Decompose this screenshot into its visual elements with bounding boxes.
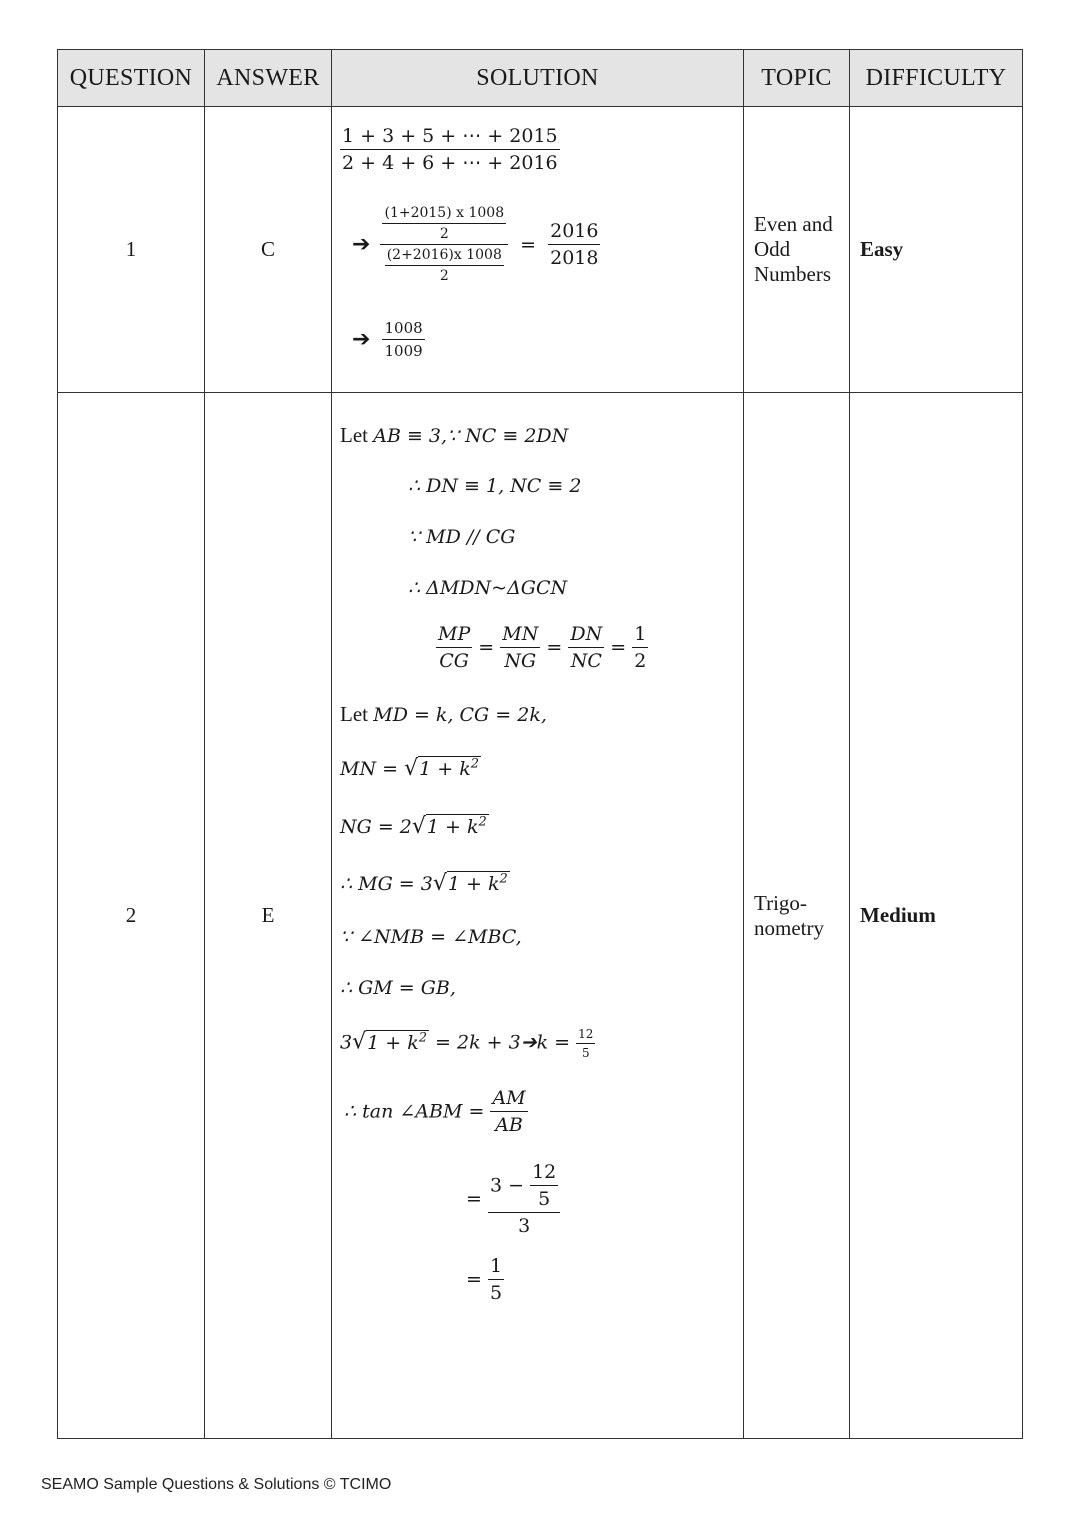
solution-step: ∴ tan ∠ABM = $\frac{AM}{AB}$ (344, 1087, 526, 1136)
topic: Even and Odd Numbers (744, 107, 850, 393)
solution-step: ∴ GM = GB, (340, 977, 456, 999)
difficulty: Easy (850, 107, 1023, 393)
compound-fraction: $\frac{\frac{(1+2015) x 1008}{2}}{\frac{(2+2016)x 1008}{2}}$ (380, 205, 508, 284)
arrow-icon: ➔ (352, 232, 371, 257)
solution-step: MN = $√1 + k^2$ (340, 756, 480, 781)
solution-step: $3√1 + k^2 = 2k$ + 3➔k = $\frac{12}{5}$ (340, 1027, 594, 1060)
solution-step: = 3 − $\frac{12}{5}$ 3 (466, 1161, 560, 1237)
solution-step: ∴ MG = $3√1 + k^2$ (340, 871, 508, 896)
solution-step: $\frac{MP}{CG}$ = $\frac{MN}{NG}$ = $\frac{DN}{NC}$ = $\frac{1}{2}$ (438, 623, 647, 672)
solution-step: ∴ DN ≡ 1, NC ≡ 2 (408, 475, 582, 497)
header-question: QUESTION (58, 50, 205, 107)
header-answer: ANSWER (205, 50, 332, 107)
solution-step: Let MD = k, CG = 2k, (340, 702, 547, 726)
header-topic: TOPIC (744, 50, 850, 107)
solution-step (340, 125, 560, 174)
solutions-table (57, 49, 1023, 1439)
fraction: $\frac{2016}{2018}$ (550, 220, 599, 269)
fraction: $\frac{1008}{1009}$ (384, 319, 423, 360)
difficulty: Medium (850, 393, 1023, 1439)
header-row (58, 50, 1023, 107)
page-footer: SEAMO Sample Questions & Solutions © TCIMO (41, 1476, 392, 1493)
answer-letter: E (205, 393, 332, 1439)
solution-cell (332, 107, 744, 393)
table-row (58, 393, 1023, 1439)
solution-step: Let AB ≡ 3,∵ NC ≡ 2DN (340, 423, 569, 447)
arrow-icon: ➔ (352, 327, 371, 352)
solution-step: ∴ ΔMDN~ΔGCN (408, 577, 568, 599)
question-number: 1 (58, 107, 205, 393)
sqrt-icon: √ (404, 756, 419, 781)
sqrt-icon: √ (352, 1029, 367, 1055)
header-difficulty: DIFFICULTY (850, 50, 1023, 107)
solution-step: ∵ MD // CG (408, 526, 516, 548)
table-row (58, 107, 1023, 393)
question-number: 2 (58, 393, 205, 1439)
sqrt-icon: √ (432, 871, 447, 896)
answer-letter: C (205, 107, 332, 393)
solution-step: ➔ $\frac{\frac{(1+2015) x 1008}{2}}{\frac{(2+2016)x 1008}{2}}$ = $\frac{2016}{2018}$ (352, 205, 599, 284)
fraction: $\frac{1 + 3 + 5 + \cdots + 2015}{2 + 4 + 6 + \cdots + 2016}$ (342, 125, 558, 174)
header-solution: SOLUTION (332, 50, 744, 107)
solution-step (352, 319, 425, 360)
solution-step: NG = $2√1 + k^2$ (340, 814, 487, 839)
topic: Trigo- nometry (744, 393, 850, 1439)
solution-step: ∵ ∠NMB = ∠MBC, (340, 926, 522, 948)
solution-step: = $\frac{1}{5}$ (466, 1255, 503, 1304)
sqrt-icon: √ (411, 814, 426, 839)
solution-cell (332, 393, 744, 1439)
